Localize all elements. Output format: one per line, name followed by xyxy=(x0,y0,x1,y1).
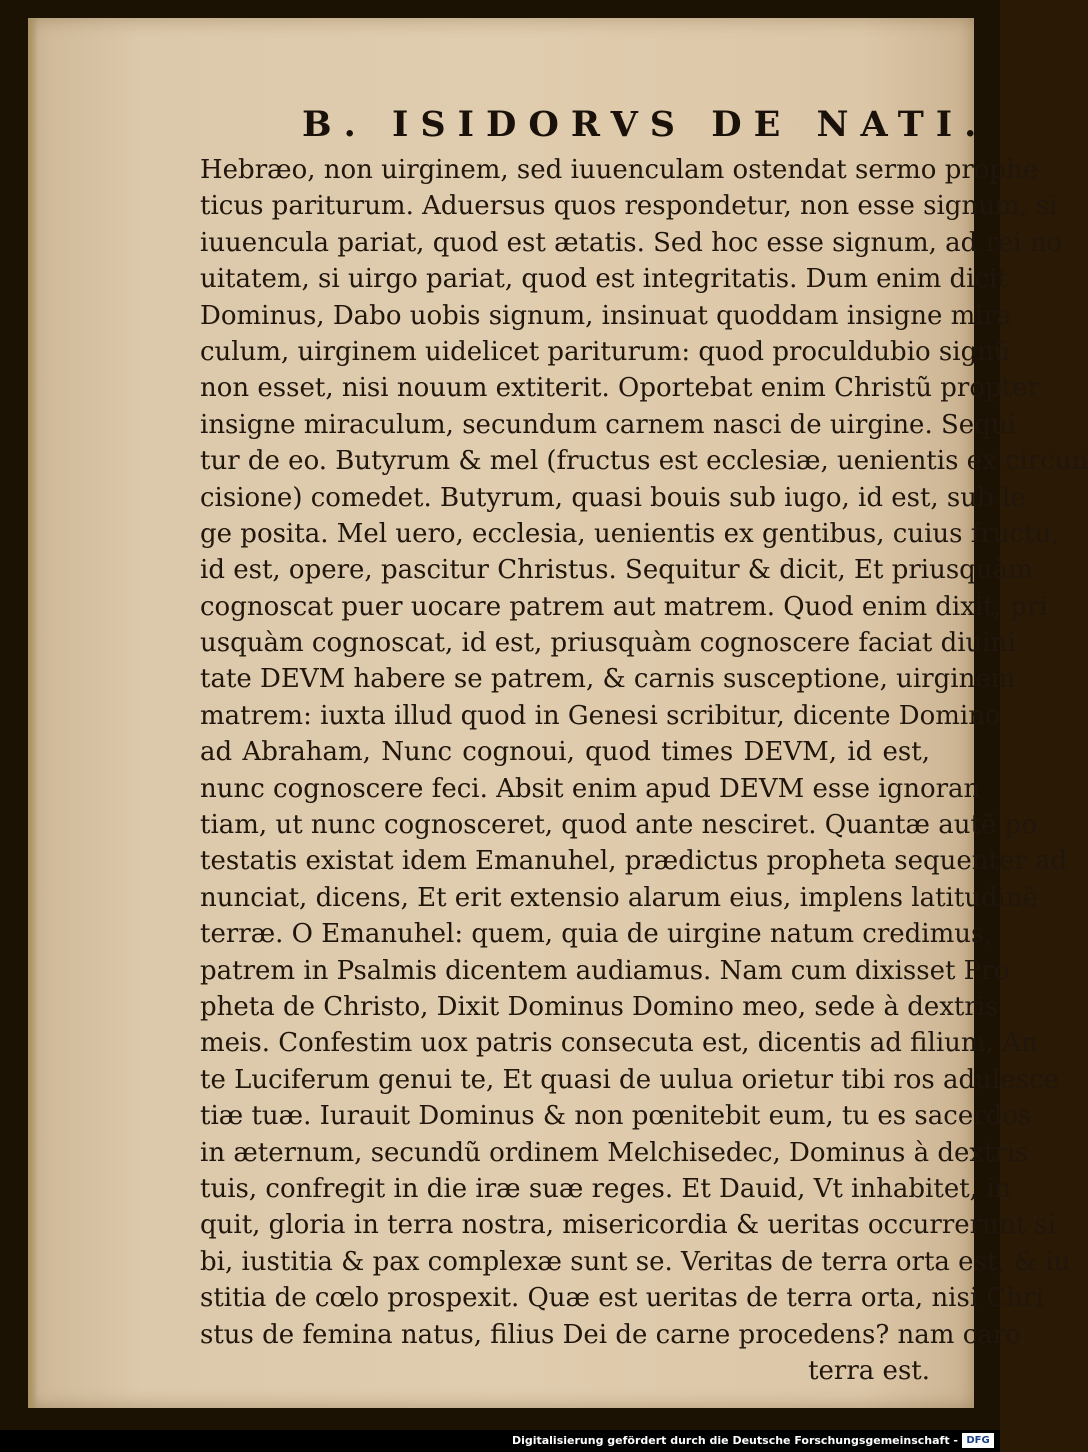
text-line: matrem: iuxta illud quod in Genesi scribitur, dicente Domino xyxy=(200,700,1001,731)
text-line: Hebræo, non uirginem, sed iuuenculam ostendat sermo prophe xyxy=(200,155,1039,185)
text-line: ge posita. Mel uero, ecclesia, uenientis ex gentibus, cuius fructu, xyxy=(200,518,1060,549)
text-line: nunciat, dicens, Et erit extensio alarum eius, implens latitudinẽ xyxy=(200,882,1039,913)
text-line: tate DEVM habere se patrem, & carnis susceptione, uirginem xyxy=(200,664,1016,695)
text-line: terra est. xyxy=(808,1355,930,1386)
text-line: culum, uirginem uidelicet pariturum: quod proculdubio signũ xyxy=(200,336,1011,367)
text-line: cisione) comedet. Butyrum, quasi bouis sub iugo, id est, sub le xyxy=(200,482,1026,513)
text-line: tiam, ut nunc cognosceret, quod ante nesciret. Quantæ autẽ po xyxy=(200,810,1037,841)
text-line: cognoscat puer uocare patrem aut matrem. Quod enim dixit, pri xyxy=(200,591,1048,622)
footer-credit: Digitalisierung gefördert durch die Deutsche Forschungsgemeinschaft - xyxy=(511,1434,958,1447)
text-line: stus de femina natus, filius Dei de carne procedens? nam caro xyxy=(200,1319,1021,1350)
page-body-text xyxy=(200,152,1088,1389)
text-line: Dominus, Dabo uobis signum, insinuat quoddam insigne mira xyxy=(200,300,1012,331)
page-gutter-shadow xyxy=(28,18,38,1408)
text-line: nunc cognoscere feci. Absit enim apud DEVM esse ignoran xyxy=(200,773,981,804)
text-line: terræ. O Emanuhel: quem, quia de uirgine natum credimus, xyxy=(200,919,993,950)
text-line: non esset, nisi nouum extiterit. Oportebat enim Christũ propter xyxy=(200,373,1040,404)
text-line: tur de eo. Butyrum & mel (fructus est ecclesiæ, uenientis ex circun xyxy=(200,446,1088,477)
text-line: stitia de cœlo prospexit. Quæ est ueritas de terra orta, nisi Chri xyxy=(200,1283,1044,1314)
text-line: meis. Confestim uox patris consecuta est, dicentis ad filium, An xyxy=(200,1028,1038,1059)
text-line: usquàm cognoscat, id est, priusquàm cognoscere faciat diuini xyxy=(200,628,1016,659)
text-line: in æternum, secundũ ordinem Melchisedec, Dominus à dextris xyxy=(200,1137,1029,1168)
text-line: testatis existat idem Emanuhel, prædictus propheta sequenter ad xyxy=(200,846,1068,877)
text-line: ticus pariturum. Aduersus quos respondetur, non esse signum, si xyxy=(200,191,1058,222)
text-line: bi, iustitia & pax complexæ sunt se. Veritas de terra orta est, & iu xyxy=(200,1246,1071,1277)
text-line: te Luciferum genui te, Et quasi de uulua orietur tibi ros adulesce xyxy=(200,1064,1059,1095)
text-line: iuuencula pariat, quod est ætatis. Sed hoc esse signum, ad rei no xyxy=(200,227,1063,258)
footer-bar xyxy=(0,1430,1000,1452)
text-line: pheta de Christo, Dixit Dominus Domino meo, sede à dextris xyxy=(200,991,999,1022)
text-line: quit, gloria in terra nostra, misericordia & ueritas occurrerunt si xyxy=(200,1210,1056,1241)
text-line: insigne miraculum, secundum carnem nasci de uirgine. Sequi xyxy=(200,409,1016,440)
text-line: patrem in Psalmis dicentem audiamus. Nam cum dixisset Pro xyxy=(200,955,1010,986)
text-line: id est, opere, pascitur Christus. Sequitur & dicit, Et priusquàm xyxy=(200,555,1033,586)
dfg-logo: DFG xyxy=(962,1433,994,1448)
text-line: tiæ tuæ. Iurauit Dominus & non pœnitebit eum, tu es sacerdos xyxy=(200,1101,1032,1132)
running-head: B. ISIDORVS DE NATI. xyxy=(302,104,989,145)
text-line: ad Abraham, Nunc cognoui, quod times DEVM, id est, xyxy=(200,737,930,768)
text-line: tuis, confregit in die iræ suæ reges. Et Dauid, Vt inhabitet, in xyxy=(200,1173,1012,1204)
text-line: uitatem, si uirgo pariat, quod est integritatis. Dum enim dicit xyxy=(200,264,1008,295)
